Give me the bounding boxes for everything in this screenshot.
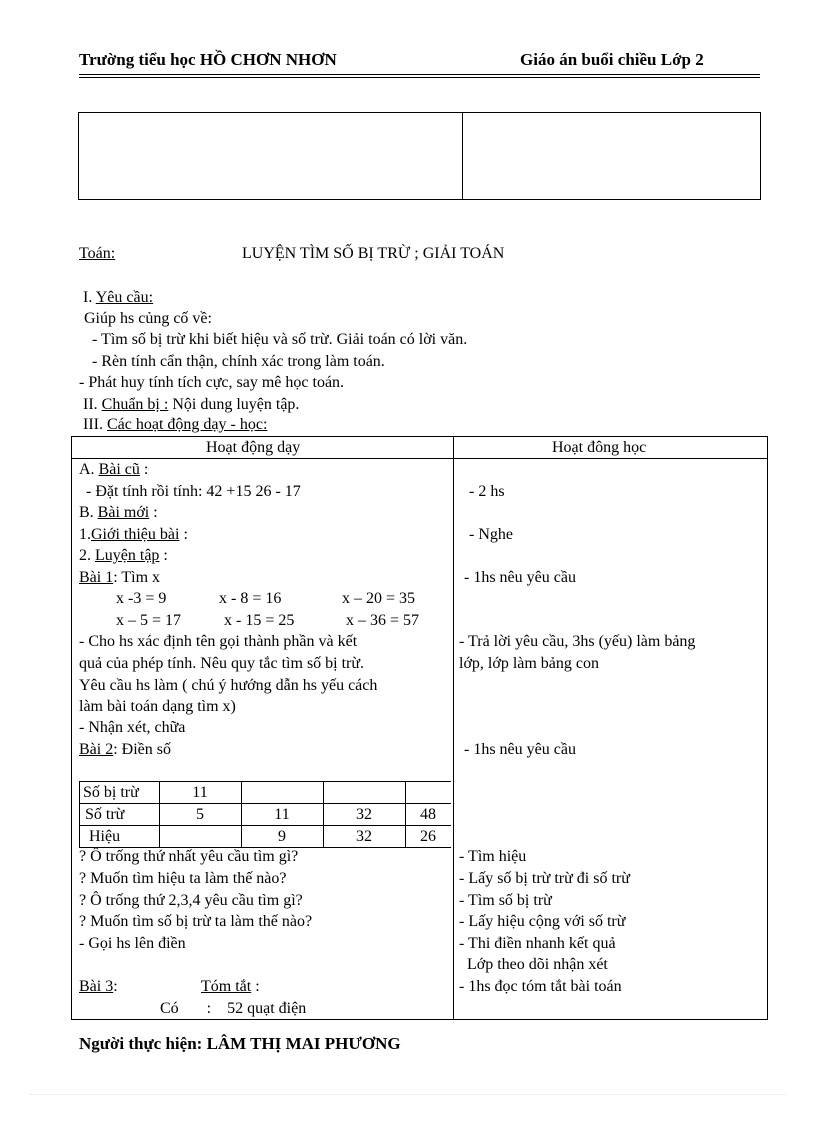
requirements-title: Yêu cầu:: [95, 289, 154, 306]
equation-5: x - 15 = 25: [224, 612, 295, 629]
review-line: - Nhận xét, chữa: [79, 719, 186, 736]
answer-2: - Lấy số bị trừ trừ đi số trừ: [459, 870, 630, 887]
fill-table-rule: [79, 825, 451, 826]
intro-title: Giới thiệu bài: [91, 526, 180, 543]
intro-step: [79, 526, 188, 544]
header-rule-second: [79, 77, 760, 78]
exercise-3: [79, 978, 118, 996]
section-b-title: Bài mới: [97, 504, 150, 521]
equation-6: x – 36 = 57: [346, 612, 420, 629]
header-rule: [79, 74, 760, 75]
intro-colon: :: [179, 526, 188, 543]
fill-cell: 32: [356, 806, 372, 823]
answer-6: Lớp theo dõi nhận xét: [459, 956, 608, 973]
fill-table-col-rule: [79, 781, 80, 847]
intro-num: 1.: [79, 526, 91, 543]
student-intro: - Nghe: [469, 526, 513, 543]
student-explain-1: - Trả lời yêu cầu, 3hs (yếu) làm bảng: [459, 633, 696, 650]
practice-colon: :: [159, 547, 168, 564]
section-a: [79, 461, 148, 479]
answer-4: - Lấy hiệu cộng với số trừ: [459, 913, 626, 930]
section-a-colon: :: [139, 461, 149, 478]
prep-label: Chuẩn bị :: [101, 396, 169, 413]
question-1: ? Ô trống thứ nhất yêu cầu tìm gì?: [79, 848, 299, 865]
requirement-item-1: - Tìm số bị trừ khi biết hiệu và số trừ. Giải toán có lời văn.: [92, 331, 468, 348]
explain-line-1: - Cho hs xác định tên gọi thành phần và kết: [79, 633, 358, 650]
student-a: - 2 hs: [469, 483, 505, 500]
activities-heading: [83, 416, 267, 434]
answer-5: - Thi điền nhanh kết quả: [459, 935, 616, 952]
exercise-1-label: Bài 1: [79, 569, 114, 586]
exercise-3-line: Có : 52 quạt điện: [160, 1000, 307, 1017]
page-edge: [30, 1094, 786, 1095]
equation-3: x – 20 = 35: [342, 590, 416, 607]
section-b-label: B.: [79, 504, 94, 521]
table-column-divider: [453, 437, 454, 1019]
question-2: ? Muốn tìm hiệu ta làm thế nào?: [79, 870, 287, 887]
question-5: - Gọi hs lên điền: [79, 935, 186, 952]
section-a-title: Bài cũ: [98, 461, 140, 478]
table-bottom-rule: [71, 1019, 768, 1020]
requirements-num: I.: [83, 289, 93, 306]
fill-cell: 26: [420, 828, 436, 845]
exercise-1: [79, 569, 160, 587]
summary-heading: [201, 978, 260, 996]
lesson-plan-label: Giáo án buổi chiều Lớp 2: [520, 50, 704, 69]
practice-step: [79, 547, 168, 565]
top-empty-box: [78, 112, 761, 200]
question-4: ? Muốn tìm số bị trừ ta làm thế nào?: [79, 913, 313, 930]
student-exercise-2: - 1hs nêu yêu cầu: [464, 741, 576, 758]
exercise-1-text: : Tìm x: [113, 569, 161, 586]
equation-2: x - 8 = 16: [219, 590, 282, 607]
question-3: ? Ô trống thứ 2,3,4 yêu cầu tìm gì?: [79, 892, 303, 909]
fill-cell: 11: [192, 784, 208, 801]
exercise-2-label: Bài 2: [79, 741, 114, 758]
fill-number-table: [79, 781, 451, 847]
requirement-item-2: - Rèn tính cẩn thận, chính xác trong làm toán.: [92, 353, 385, 370]
fill-table-rule: [79, 803, 451, 804]
fill-table-rule: [79, 781, 451, 782]
col-header-student: Hoạt đông học: [552, 439, 647, 456]
fill-cell: 9: [278, 828, 286, 845]
explain-line-3: Yêu cầu hs làm ( chú ý hướng dẫn hs yếu cách: [79, 677, 378, 694]
preparation-line: [83, 396, 299, 414]
explain-line-4: làm bài toán dạng tìm x): [79, 698, 236, 715]
school-name: Trường tiểu học HỒ CHƠN NHƠN: [79, 50, 337, 69]
prep-text: Nội dung luyện tập.: [168, 396, 300, 413]
explain-line-2: quả của phép tính. Nêu quy tắc tìm số bị trừ.: [79, 655, 365, 672]
student-exercise-3: - 1hs đọc tóm tắt bài toán: [459, 978, 622, 995]
exercise-3-label: Bài 3: [79, 978, 114, 995]
practice-title: Luyện tập: [95, 547, 160, 564]
fill-cell: 48: [420, 806, 436, 823]
fill-cell: 5: [196, 806, 204, 823]
section-a-task: - Đặt tính rồi tính: 42 +15 26 - 17: [86, 483, 301, 500]
exercise-3-colon: :: [113, 978, 118, 995]
fill-cell: 32: [356, 828, 372, 845]
exercise-2-text: : Điền số: [113, 741, 171, 758]
practice-num: 2.: [79, 547, 91, 564]
equation-1: x -3 = 9: [116, 590, 167, 607]
requirement-item-3: - Phát huy tính tích cực, say mê học toán.: [79, 374, 345, 391]
top-box-divider: [462, 113, 463, 199]
fill-cell: 11: [274, 806, 290, 823]
col-header-teacher: Hoạt động dạy: [206, 439, 301, 456]
table-header-divider: [72, 458, 767, 459]
section-b-colon: :: [149, 504, 158, 521]
requirements-intro: Giúp hs củng cố về:: [84, 310, 212, 327]
section-a-label: A.: [79, 461, 95, 478]
requirements-heading: [83, 289, 153, 307]
fill-row-label: Số bị trừ: [83, 784, 139, 801]
author-line: Người thực hiện: LÂM THỊ MAI PHƯƠNG: [79, 1034, 401, 1053]
lesson-title: LUYỆN TÌM SỐ BỊ TRỪ ; GIẢI TOÁN: [242, 245, 505, 262]
activities-label: Các hoạt động dạy - học:: [106, 416, 268, 433]
student-exercise-1: - 1hs nêu yêu cầu: [464, 569, 576, 586]
student-explain-2: lớp, lớp làm bảng con: [459, 655, 600, 672]
subject-label: Toán:: [79, 245, 116, 262]
equation-4: x – 5 = 17: [116, 612, 182, 629]
fill-row-label: Số trừ: [85, 806, 125, 823]
answer-1: - Tìm hiệu: [459, 848, 527, 865]
section-b: [79, 504, 158, 522]
answer-3: - Tìm số bị trừ: [459, 892, 552, 909]
exercise-2: [79, 741, 171, 759]
fill-row-label: Hiệu: [89, 828, 121, 845]
summary-colon: :: [251, 978, 260, 995]
summary-label: Tóm tắt: [201, 978, 252, 995]
activities-num: III.: [83, 416, 103, 433]
prep-num: II.: [83, 396, 98, 413]
